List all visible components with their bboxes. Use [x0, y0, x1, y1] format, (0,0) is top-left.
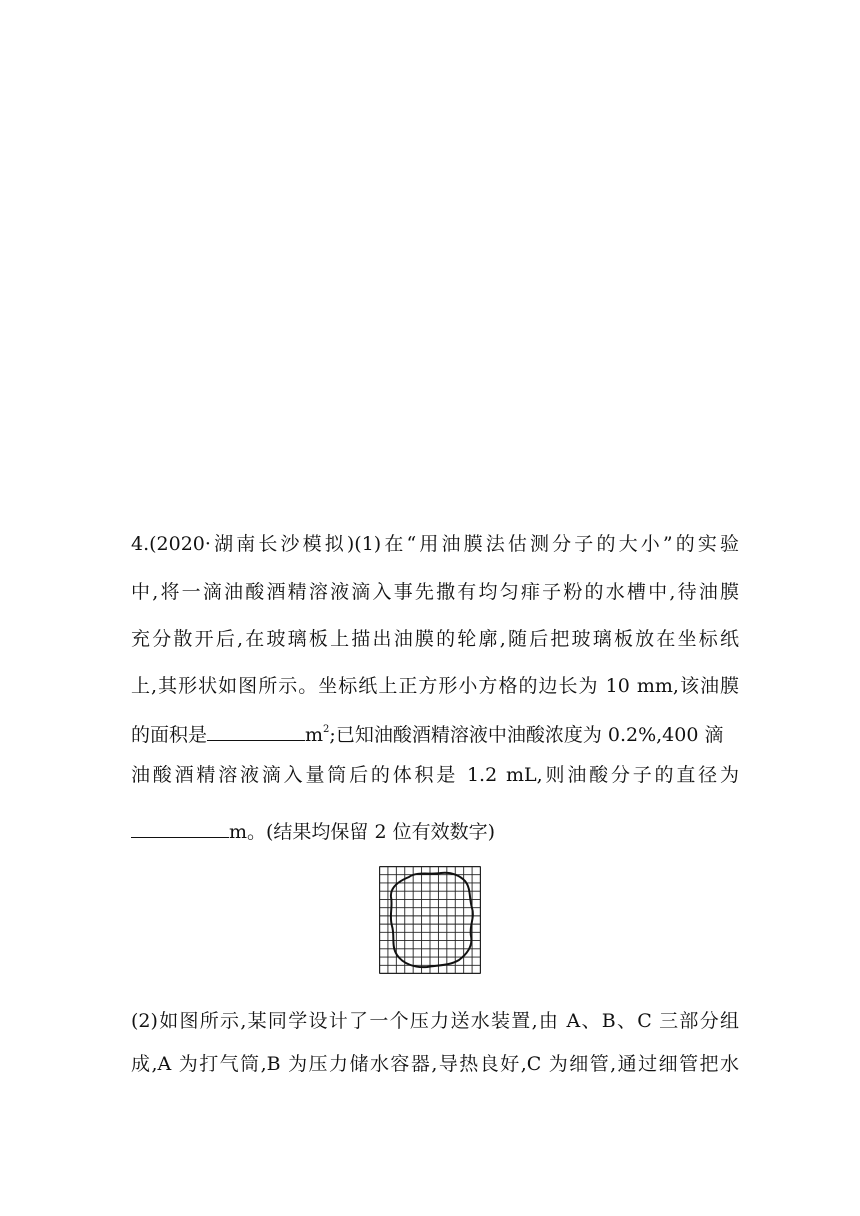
answer-blank-area[interactable]	[207, 720, 305, 741]
question-text-line-1: 4.(2020·湖南长沙模拟)(1)在“用油膜法估测分子的大小”的实验	[131, 533, 739, 555]
text-segment: 的面积是	[131, 724, 208, 746]
text-segment: ;已知油酸酒精溶液中油酸浓度为 0.2%,400 滴	[329, 724, 724, 746]
question-text-line-3: 充分散开后,在玻璃板上描出油膜的轮廓,随后把玻璃板放在坐标纸	[131, 628, 739, 650]
unit-exponent: 2	[323, 724, 330, 735]
question-text-line-2: 中,将一滴油酸酒精溶液滴入事先撒有均匀痱子粉的水槽中,待油膜	[131, 581, 739, 603]
answer-blank-diameter[interactable]	[131, 817, 229, 838]
unit-text: m	[305, 724, 324, 746]
part2-text-line-1: (2)如图所示,某同学设计了一个压力送水装置,由 A、B、C 三部分组	[131, 1010, 739, 1032]
question-text-line-6: 油酸酒精溶液滴入量筒后的体积是 1.2 mL,则油酸分子的直径为	[131, 764, 739, 786]
text-segment: m。(结果均保留 2 位有效数字)	[229, 821, 496, 843]
question-text-line-5	[131, 717, 723, 748]
part2-text-line-2: 成,A 为打气筒,B 为压力储水容器,导热良好,C 为细管,通过细管把水	[131, 1053, 739, 1075]
question-text-line-4: 上,其形状如图所示。坐标纸上正方形小方格的边长为 10 mm,该油膜	[131, 675, 739, 697]
oil-film-grid-figure	[379, 866, 481, 974]
oil-film-outline	[391, 873, 473, 967]
question-text-line-7	[131, 817, 495, 845]
